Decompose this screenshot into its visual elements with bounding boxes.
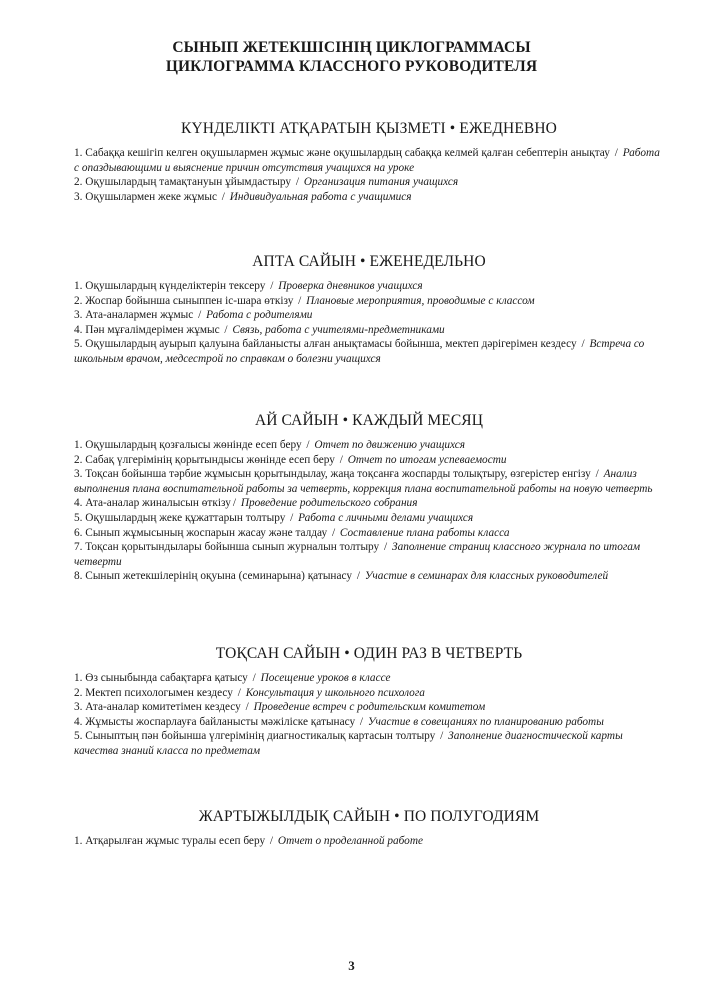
- list-item: 2. Оқушылардың тамақтануын ұйымдастыру / Организация питания учащихся: [74, 176, 459, 189]
- list-item: 8. Сынып жетекшілерінің оқуына (семинарына) қатынасу / Участие в семинарах для классных руководителей: [74, 570, 609, 583]
- list-item: 1. Өз сыныбында сабақтарға қатысу / Посещение уроков в классе: [74, 672, 391, 684]
- item-list: [74, 671, 664, 759]
- item-list: [74, 146, 664, 204]
- list-item: 5. Оқушылардың ауырып қалуына байланысты алған анықтамасы бойынша, мектеп дәрігерімен кездесу / Встреча со школьным врачом, медсестрой по справкам о болезни учащихся: [74, 338, 645, 365]
- list-item: 1. Сабаққа кешігіп келген оқушылармен жұмыс және оқушылардың сабаққа келмей қалған себептерін анықтау / Работа с опаздывающими и выяснение причин отсутствия учащихся на уроке: [74, 147, 660, 174]
- section-heading: АПТА САЙЫН • ЕЖЕНЕДЕЛЬНО: [252, 253, 486, 270]
- list-item: 4. Жұмысты жоспарлауға байланысты мәжіліске қатынасу / Участие в совещаниях по планированию работы: [74, 715, 604, 728]
- section-weekly: [74, 253, 664, 367]
- list-item: 1. Оқушылардың қозғалысы жөнінде есеп беру / Отчет по движению учащихся: [74, 439, 465, 451]
- list-item: 5. Сыныптың пән бойынша үлгерімінің диагностикалық картасын толтыру / Заполнение диагностической карты качества знаний класса по предметам: [74, 730, 623, 757]
- page-title: [0, 38, 703, 76]
- page-number: 3: [348, 958, 355, 973]
- section-heading: ЖАРТЫЖЫЛДЫҚ САЙЫН • ПО ПОЛУГОДИЯМ: [198, 808, 540, 825]
- section-heading: ТОҚСАН САЙЫН • ОДИН РАЗ В ЧЕТВЕРТЬ: [215, 645, 523, 662]
- list-item: 3. Ата-аналармен жұмыс / Работа с родителями: [74, 309, 313, 322]
- item-list: [74, 279, 664, 367]
- section-quarterly: [74, 645, 664, 759]
- title-kazakh: СЫНЫП ЖЕТЕКШІСІНІҢ ЦИКЛОГРАММАСЫ: [172, 39, 531, 56]
- list-item: 3. Ата-аналар комитетімен кездесу / Проведение встреч с родительским комитетом: [74, 701, 486, 714]
- section-heading: КҮНДЕЛІКТІ АТҚАРАТЫН ҚЫЗМЕТІ • ЕЖЕДНЕВНО: [181, 120, 557, 137]
- list-item: 1. Оқушылардың күнделіктерін тексеру / Проверка дневников учащихся: [74, 280, 423, 292]
- list-item: 1. Атқарылған жұмыс туралы есеп беру / Отчет о проделанной работе: [74, 835, 424, 847]
- list-item: 2. Сабақ үлгерімінің қорытындысы жөнінде есеп беру / Отчет по итогам успеваемости: [74, 453, 507, 466]
- list-item: 4. Ата-аналар жиналысын өткізу / Проведение родительского собрания: [74, 497, 418, 510]
- title-russian: ЦИКЛОГРАММА КЛАССНОГО РУКОВОДИТЕЛЯ: [165, 58, 538, 75]
- section-monthly: [74, 412, 664, 584]
- section-daily: [74, 120, 664, 204]
- section-half-yearly: [74, 808, 664, 849]
- list-item: 7. Тоқсан қорытындылары бойынша сынып журналын толтыру / Заполнение страниц классного журнала по итогам четверти: [74, 541, 641, 568]
- list-item: 6. Сынып жұмысының жоспарын жасау және талдау / Составление плана работы класса: [74, 526, 510, 539]
- list-item: 5. Оқушылардың жеке құжаттарын толтыру / Работа с личными делами учащихся: [74, 511, 474, 524]
- item-list: [74, 438, 664, 584]
- list-item: 3. Тоқсан бойынша тәрбие жұмысын қорытындылау, жаңа тоқсанға жоспарды толықтыру, өзгерістер енгізу / Анализ выполнения плана воспитательной работы за четверть, коррекция плана воспитательной работы на новую четверть: [74, 468, 653, 495]
- list-item: 3. Оқушылармен жеке жұмыс / Индивидуальная работа с учащимися: [74, 190, 412, 203]
- list-item: 4. Пән мұғалімдерімен жұмыс / Связь, работа с учителями-предметниками: [74, 323, 445, 336]
- list-item: 2. Мектеп психологымен кездесу / Консультация у школьного психолога: [74, 686, 425, 699]
- section-heading: АЙ САЙЫН • КАЖДЫЙ МЕСЯЦ: [254, 412, 484, 429]
- item-list: [74, 834, 664, 849]
- list-item: 2. Жоспар бойынша сыныппен іс-шара өткізу / Плановые мероприятия, проводимые с классом: [74, 294, 535, 307]
